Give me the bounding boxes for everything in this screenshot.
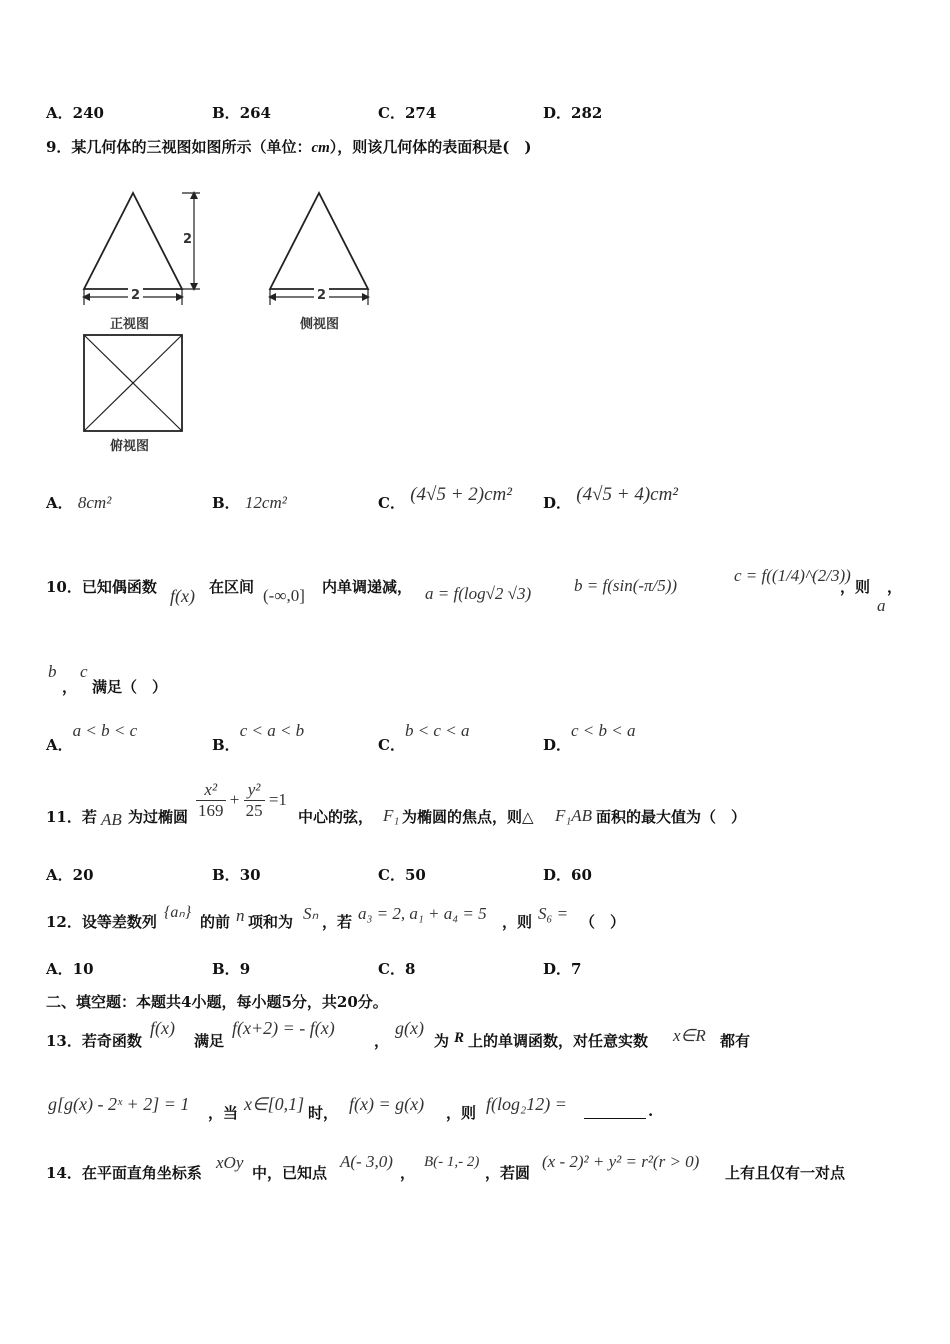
q10-stem-satisfy: 满足（ ） <box>92 678 168 696</box>
front-view-triangle <box>84 193 182 289</box>
q11-stem-chord: 中心的弦， <box>298 808 374 826</box>
side-view-triangle <box>270 193 368 289</box>
q8-option-c: C．274 <box>378 104 437 122</box>
q10-option-a: A．a < b < c <box>46 721 138 754</box>
q11-chord-ab: AB <box>101 810 122 829</box>
q12-option-d: D．7 <box>543 960 582 978</box>
q12-stem-paren: （ ） <box>580 913 626 931</box>
q8-option-b: B．264 <box>212 104 271 122</box>
q10-var-a: a <box>877 596 886 615</box>
q11-option-b: B．30 <box>212 866 261 884</box>
q13-question: f(log₂12) = <box>486 1094 567 1114</box>
q11-stem-focus: 为椭圆的焦点，则△ <box>402 808 534 826</box>
q11-focus: F₁ <box>383 806 400 825</box>
q12-stem-sum: 项和为 <box>248 913 294 931</box>
q10-stem-interval-label: 在区间 <box>209 578 255 596</box>
q12-sequence: {aₙ} <box>164 904 192 921</box>
section-fill-in-heading: 二、填空题：本题共4小题，每小题5分，共20分。 <box>46 993 388 1011</box>
q10-interval: (-∞,0] <box>263 586 305 605</box>
q12-option-b: B．9 <box>212 960 251 978</box>
q10-b-expr: b = f(sin(-π/5)) <box>574 576 678 595</box>
q12-option-c: C．8 <box>378 960 416 978</box>
front-height-label: 2 <box>183 232 193 247</box>
q8-option-d: D．282 <box>543 104 603 122</box>
q12-condition: a₃ = 2, a₁ + a₄ = 5 <box>358 904 487 923</box>
q10-option-c: C．b < c < a <box>378 721 470 754</box>
q11-stem-area: 面积的最大值为（ ） <box>596 808 747 826</box>
q13-reals: R <box>454 1030 465 1046</box>
q10-option-b: B．c < a < b <box>212 721 305 754</box>
q12-n: n <box>236 906 245 925</box>
q12-stem-first: 的前 <box>200 913 231 931</box>
q12-stem-then: ，则 <box>502 913 533 931</box>
q8-option-a: A．240 <box>46 104 104 122</box>
q13-gx: g(x) <box>395 1018 424 1038</box>
q11-stem-ellipse: 为过椭圆 <box>128 808 189 826</box>
q9-option-b: B． 12cm² <box>212 493 287 512</box>
q10-var-c: c <box>80 662 88 681</box>
q13-x-interval: x∈[0,1] <box>244 1094 305 1114</box>
q10-stem-intro: 10．已知偶函数 <box>46 578 157 596</box>
front-width-label: 2 <box>128 288 143 303</box>
q9-option-c: C． (4√5 + 2)cm² <box>378 484 512 512</box>
q10-stem-then: ，则 <box>840 578 871 596</box>
q11-option-a: A．20 <box>46 866 94 884</box>
q12-sn: Sₙ <box>303 904 319 923</box>
q14-circle-eq: (x - 2)² + y² = r²(r > 0) <box>542 1152 700 1171</box>
q13-answer-blank[interactable] <box>584 1118 646 1119</box>
side-view-caption: 侧视图 <box>300 317 340 332</box>
q13-stem-satisfy: 满足 <box>194 1032 225 1050</box>
q11-stem-intro: 11．若 <box>46 808 97 826</box>
q10-var-b: b <box>48 662 57 681</box>
q10-option-d: D．c < b < a <box>543 721 636 754</box>
q10-a-expr: a = f(log√2 √3) <box>425 584 532 603</box>
q10-function: f(x) <box>170 586 195 606</box>
q9-stem: 9．某几何体的三视图如图所示（单位：cm），则该几何体的表面积是( ) <box>46 138 532 156</box>
q13-stem-monotone: 上的单调函数，对任意实数 <box>468 1032 649 1050</box>
side-width-label: 2 <box>314 288 329 303</box>
q9-option-a: A． 8cm² <box>46 493 112 512</box>
q10-stem-comma: ， <box>887 578 903 596</box>
q12-option-a: A．10 <box>46 960 94 978</box>
q13-stem-intro: 13．若奇函数 <box>46 1032 142 1050</box>
q14-xoy: xOy <box>216 1153 244 1172</box>
q11-option-d: D．60 <box>543 866 592 884</box>
q11-ellipse-eq: $\frac{\text{x²}}{169}$ + $\frac{\text{y²}}{25}$ =1 <box>198 780 287 820</box>
q12-s6: S₆ = <box>538 904 569 923</box>
q13-fx: f(x) <box>150 1018 175 1038</box>
q14-stem-intro: 14．在平面直角坐标系 <box>46 1164 202 1182</box>
q13-x-in-r: x∈R <box>673 1026 706 1045</box>
top-view-caption: 俯视图 <box>110 439 150 454</box>
q14-point-b: B(- 1,- 2) <box>424 1154 480 1170</box>
front-view-caption: 正视图 <box>110 317 150 332</box>
q10-c-expr: c = f((1/4)^(2/3)) <box>734 566 851 585</box>
q12-stem-intro: 12．设等差数列 <box>46 913 157 931</box>
q14-point-a: A(- 3,0) <box>340 1152 393 1171</box>
q13-cond1: f(x+2) = - f(x) <box>232 1018 335 1038</box>
q12-stem-if: ，若 <box>322 913 353 931</box>
q11-option-c: C．50 <box>378 866 426 884</box>
q13-fx-equals-gx: f(x) = g(x) <box>349 1094 425 1114</box>
q11-triangle: F₁AB <box>555 806 593 825</box>
q10-stem-decreasing: 内单调递减， <box>322 578 413 596</box>
q13-equation: g[g(x) - 2ˣ + 2] = 1 <box>48 1094 190 1114</box>
q9-option-d: D． (4√5 + 4)cm² <box>543 484 679 512</box>
